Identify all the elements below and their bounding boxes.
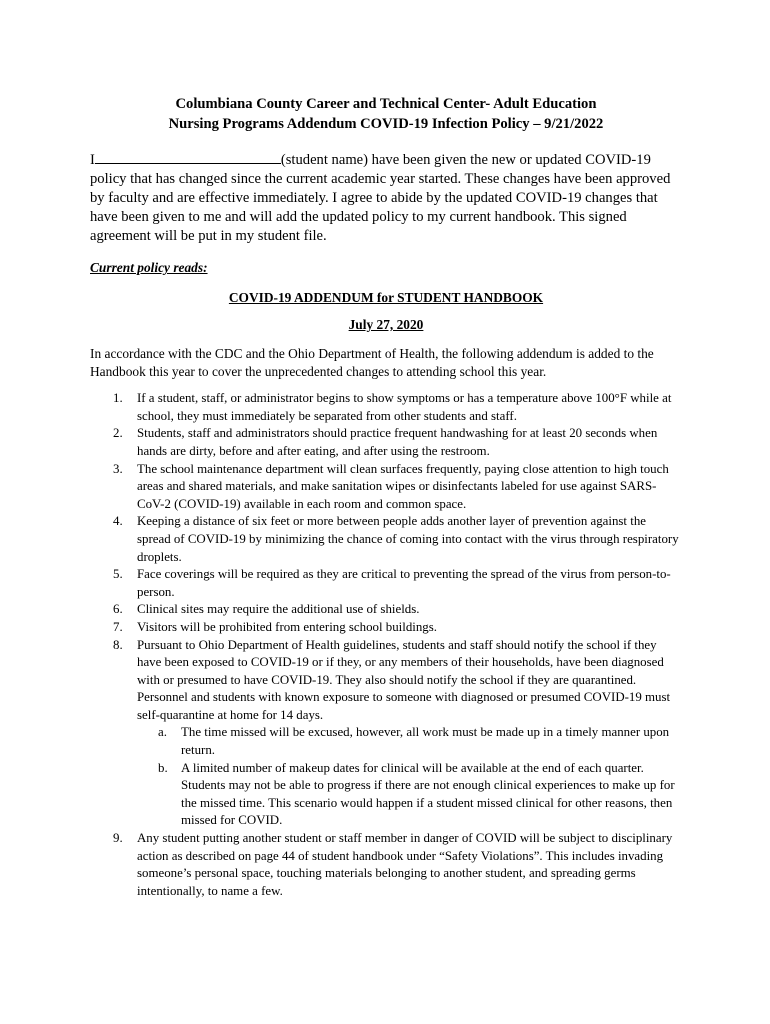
item-number: 6. xyxy=(113,602,123,617)
item-text: Clinical sites may require the additional use of shields. xyxy=(137,602,420,617)
addendum-heading: COVID-19 ADDENDUM for STUDENT HANDBOOK xyxy=(228,290,544,305)
item-number: 2. xyxy=(113,426,123,441)
agreement-paragraph xyxy=(90,150,682,246)
list-item xyxy=(90,637,682,831)
document-title xyxy=(90,94,682,134)
item-text: Face coverings will be required as they are critical to preventing the spread of the virus from person-to-person. xyxy=(137,567,671,599)
sub-item-letter: b. xyxy=(158,760,168,775)
item-text: Pursuant to Ohio Department of Health guidelines, students and staff should notify the school if they have been exposed to COVID-19 or if they, or any members of their households, have been diagnosed with or presumed to have COVID-19. They also should notify the school if they are quarantined. Personnel and students with known exposure to someone with diagnosed or presumed COVID-19 must self-quarantine at home for 14 days. xyxy=(137,637,671,722)
title-line-1: Columbiana County Career and Technical Center- Adult Education xyxy=(175,96,597,112)
list-item xyxy=(90,601,682,619)
intro-prefix: I xyxy=(90,152,95,168)
item-text: If a student, staff, or administrator begins to show symptoms or has a temperature above 100°F while at school, they must immediately be separated from other students and staff. xyxy=(137,391,672,423)
policy-list xyxy=(90,390,682,900)
item-text: Keeping a distance of six feet or more between people adds another layer of prevention against the spread of COVID-19 by minimizing the chance of coming into contact with the virus through respiratory droplets. xyxy=(137,514,679,564)
item-number: 3. xyxy=(113,461,123,476)
list-item xyxy=(90,619,682,637)
sub-item-text: A limited number of makeup dates for clinical will be available at the end of each quarter. Students may not be able to progress if there are not enough clinical experiences to make up for the missed time. This scenario would happen if a student missed clinical for other reasons, then missed for COVID. xyxy=(181,760,675,828)
list-item xyxy=(90,461,682,514)
list-item xyxy=(90,513,682,566)
list-item xyxy=(90,830,682,900)
intro-text: (student name) have been given the new or updated COVID-19 policy that has changed since the current academic year started. These changes have been approved by faculty and are effective immediately. I agree to abide by the updated COVID-19 changes that have been given to me and will add the updated policy to my current handbook. This signed agreement will be put in my student file. xyxy=(90,152,671,244)
item-number: 4. xyxy=(113,514,123,529)
item-text: The school maintenance department will clean surfaces frequently, paying close attention to high touch areas and shared materials, and make sanitation wipes or disinfectants labeled for use against SARS-CoV-2 (COVID-19) available in each room and common space. xyxy=(137,461,669,511)
current-policy-label: Current policy reads: xyxy=(90,260,208,275)
list-item xyxy=(90,425,682,460)
sub-item-text: The time missed will be excused, however, all work must be made up in a timely manner upon return. xyxy=(181,725,670,758)
sub-list xyxy=(137,724,682,830)
item-number: 7. xyxy=(113,619,123,634)
item-text: Visitors will be prohibited from entering school buildings. xyxy=(137,619,437,634)
title-line-2: Nursing Programs Addendum COVID-19 Infection Policy – 9/21/2022 xyxy=(168,116,604,132)
list-item xyxy=(90,390,682,425)
item-text: Any student putting another student or staff member in danger of COVID will be subject to disciplinary action as described on page 44 of student handbook under “Safety Violations”. This includes invading someone’s personal space, touching materials belonging to another student, and spreading germs intentionally, to name a few. xyxy=(137,831,673,898)
sub-item-letter: a. xyxy=(158,725,167,740)
student-name-blank[interactable] xyxy=(95,150,281,164)
item-number: 1. xyxy=(113,391,123,406)
item-number: 5. xyxy=(113,567,123,582)
sub-list-item xyxy=(90,760,682,830)
addendum-intro-paragraph: In accordance with the CDC and the Ohio Department of Health, the following addendum is added to the Handbook this year to cover the unprecedented changes to attending school this year. xyxy=(90,346,654,379)
item-number: 8. xyxy=(113,637,123,652)
sub-list-item xyxy=(90,724,682,759)
list-item xyxy=(90,566,682,601)
addendum-date: July 27, 2020 xyxy=(348,317,424,332)
item-number: 9. xyxy=(113,831,123,846)
item-text: Students, staff and administrators should practice frequent handwashing for at least 20 seconds when hands are dirty, before and after eating, and after using the restroom. xyxy=(137,426,658,458)
